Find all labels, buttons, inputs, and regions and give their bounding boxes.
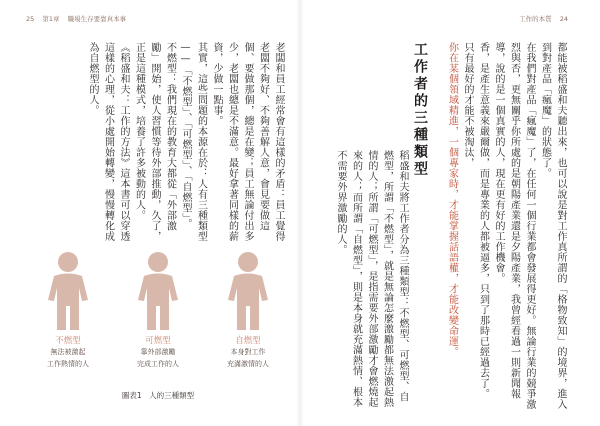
right-paragraph: 只有最好的才能不被淘汰， [462,42,473,168]
type-desc: 靠外部激勵 [140,348,176,356]
type-label: 不燃型 [55,336,81,346]
left-paragraph: 老闆和員工經常會有這樣的矛盾：員工覺得老闆不夠好、不夠善解人意，會見要做這個、要做那個，總是在變；員工無論付出多少，老闆也總是不滿意。最好拿著同樣的薪資，少做一點事。 [211,42,284,242]
right-page-number: 24 [559,15,568,23]
type-desc: 本身對工作 [230,348,266,356]
book-gutter [296,0,304,426]
section-paragraph: 稻盛和夫將工作者分為三種類型：不燃型、可燃型、自燃型，所謂「不燃型」，就是無論怎麼激勵都無法激起熱情的人；所謂「可燃型」，是指需要外部激勵才會燃燒起來的人；而所謂「自燃型」，則是本身就充滿熱情、根本不需要外界激勵的人。 [335,150,408,408]
right-paragraph: 香，是產生意義來嚴爾做，而是專業的人都被逼多，只到了那時已經過去了。 [477,42,489,399]
left-page-header [26,14,132,23]
type-desc: 無法被激起 [50,348,86,356]
section-body-text [326,150,410,412]
left-page-number: 25 [26,15,35,23]
left-paragraph: 其實，這些問題的本源在於：人有三種類型——「不燃型」、「可燃型」、「自燃型」。 [180,42,207,242]
section-title: 工作者的三種類型 [412,42,428,178]
running-title: 工作的本質 [519,15,552,23]
right-paragraph: 在我們對產品「瘋魔」了，在任何一個行業都會發展得更好。無論行業的競爭激烈與否，更無關乎你所處的是朝陽產業還是夕陽產業，我曾經看過一則新聞報導，說的是一個真實的人，現在更有好的工作機會。 [493,42,535,410]
type-label: 自燃型 [235,336,261,346]
left-paragraph: 《稻盛和夫：工作的方法》這本書可以穿透這樣的心理，從小處開始轉變，慢慢轉化成為自燃型的人。 [87,42,129,242]
three-types-figure [38,250,278,400]
left-body-text [28,42,286,242]
chapter-title: 職場生存要靠真本事 [67,15,127,23]
chapter-label: 第1章 [42,15,60,23]
figure-caption: 圖表1 人的三種類型 [121,391,195,400]
type-desc: 充滿激情的人 [227,359,269,368]
left-paragraph: 不燃型：我們現在的教育大都從「外部激勵」開始，使人習慣等待外部推動，久了，正是這種模式，培養了許多被動的人。 [133,42,176,242]
highlight-text: 你在某個領域精進，一個專家時，才能掌握話語權，才能改變命運。 [446,42,458,357]
type-desc: 工作熱情的人 [47,359,89,368]
type-desc: 完成工作的人 [137,359,179,368]
person-icon [225,250,271,330]
person-icon [45,250,91,330]
right-body-text [428,42,568,412]
person-combustible [128,250,188,369]
right-page-header [519,14,574,23]
person-icon [135,250,181,330]
right-paragraph: 都能被稻盛和夫聽出來，也可以說是對工作真所謂的「格物致知」的境界，進入到對產品「瘋魔」的狀態了。 [539,42,566,410]
person-non-combustible [38,250,98,369]
person-self-combustible [218,250,278,369]
type-label: 可燃型 [145,336,171,346]
